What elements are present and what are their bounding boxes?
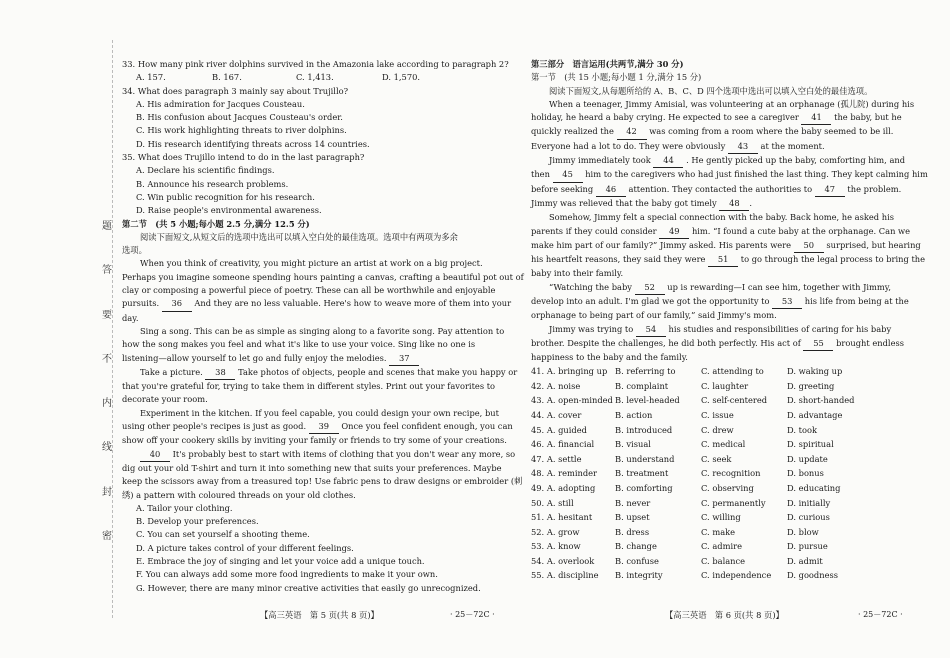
text: at the moment. xyxy=(760,140,825,151)
answer-option: B. confuse xyxy=(615,555,659,566)
left-page-footer: 【高三英语 第 5 页(共 8 页)】 xyxy=(260,610,379,620)
passage-line: Somehow, Jimmy felt a special connection with the baby. Back home, he asked his xyxy=(549,212,894,223)
passage-line: orphanage to being part of our family,” said Jimmy's mom. xyxy=(531,310,777,321)
answer-option: B. treatment xyxy=(615,468,669,479)
answer-option: D. waking up xyxy=(787,366,843,377)
binding-margin xyxy=(98,222,116,542)
answer-row xyxy=(531,452,855,467)
answer-option: D. update xyxy=(787,453,828,464)
answer-option: D. goodness xyxy=(787,570,839,581)
passage-line: dig out your old T-shirt and turn it into something new that suits your preferences. Maybe xyxy=(122,462,502,473)
blank-46: 46 xyxy=(596,183,626,197)
text: Take a picture. xyxy=(140,366,203,377)
answer-option: 50. A. still xyxy=(531,497,574,508)
answer-row xyxy=(531,438,855,453)
answer-option: D. bonus xyxy=(787,468,824,479)
margin-char: 密 xyxy=(102,530,112,542)
answer-option: B. upset xyxy=(615,512,650,523)
answer-option: C. seek xyxy=(701,453,732,464)
answer-row xyxy=(531,408,855,423)
text: Jimmy was trying to xyxy=(549,323,634,334)
answer-option: C. recognition xyxy=(701,468,761,479)
blank-44: 44 xyxy=(653,154,683,168)
passage-line: clay or composing a powerful piece of poetry. These can all be worthwhile and enjoyable xyxy=(122,285,496,296)
answer-option: 49. A. adopting xyxy=(531,482,596,493)
option: F. You can always add some more food ingredients to make it your own. xyxy=(136,569,438,580)
answer-option: C. drew xyxy=(701,424,734,435)
text: his studies and responsibilities of caring for his baby xyxy=(668,323,892,334)
passage-line xyxy=(122,297,512,311)
passage-line xyxy=(531,281,911,295)
text: listening—allow yourself to let go and fully enjoy the melodies. xyxy=(122,352,387,363)
text: brought endless xyxy=(836,337,905,348)
answer-row xyxy=(531,481,855,496)
answer-option: 51. A. hesitant xyxy=(531,512,593,523)
answer-option: 54. A. overlook xyxy=(531,555,595,566)
answer-option: C. willing xyxy=(701,512,741,523)
answer-option: C. self-centered xyxy=(701,395,768,406)
text: quickly realized the xyxy=(531,126,614,137)
answer-option: 53. A. know xyxy=(531,541,581,552)
text: attention. They contacted the authorities to xyxy=(628,183,813,194)
passage-line xyxy=(531,111,911,125)
answer-option: 44. A. cover xyxy=(531,409,582,420)
passage-line: happiness to the baby and the family. xyxy=(531,352,688,363)
answer-option: B. referring to xyxy=(615,366,676,377)
text: parents if they could consider xyxy=(531,225,657,236)
passage-line xyxy=(531,125,911,139)
section-1-heading: 第一节 (共 15 小题;每小题 1 分,满分 15 分) xyxy=(531,72,702,83)
answer-option: C. attending to xyxy=(701,366,764,377)
option: A. His admiration for Jacques Cousteau. xyxy=(136,98,305,109)
answer-row xyxy=(531,394,855,409)
text: up is rewarding—I can see him, together with Jimmy, xyxy=(667,281,892,292)
answer-option: C. balance xyxy=(701,555,746,566)
answer-row xyxy=(531,365,855,380)
text: . xyxy=(749,197,753,208)
blank-36: 36 xyxy=(162,297,192,311)
blank-52: 52 xyxy=(635,281,665,295)
text: surprised, but hearing xyxy=(826,239,921,250)
text: then xyxy=(531,169,550,180)
question-35-stem: 35. What does Trujillo intend to do in the last paragraph? xyxy=(122,152,365,163)
answer-option: D. blow xyxy=(787,526,819,537)
passage-line: baby into their family. xyxy=(531,268,624,279)
left-page xyxy=(122,58,524,595)
answer-row xyxy=(531,423,855,438)
answer-option: C. observing xyxy=(701,482,754,493)
answer-option: D. initially xyxy=(787,497,831,508)
margin-char: 封 xyxy=(102,486,112,498)
passage-line xyxy=(531,295,911,309)
blank-37: 37 xyxy=(389,352,419,366)
option: D. A picture takes control of your different feelings. xyxy=(136,542,354,553)
answer-option: C. admire xyxy=(701,541,742,552)
passage-line xyxy=(122,352,496,366)
answer-option: B. comforting xyxy=(615,482,673,493)
blank-40: 40 xyxy=(140,448,170,462)
text: Jimmy immediately took xyxy=(549,155,651,166)
margin-char: 不 xyxy=(102,353,112,365)
section-1-instruction: 阅读下面短文,从每题所给的 A、B、C、D 四个选项中选出可以填入空白处的最佳选项。 xyxy=(549,85,873,96)
passage-line: Sing a song. This can be as simple as singing along to a favorite song. Pay attention to xyxy=(140,325,505,336)
part-3-heading: 第三部分 语言运用(共两节,满分 30 分) xyxy=(531,59,684,69)
answer-option: C. make xyxy=(701,526,736,537)
text: Take photos of objects, people and scenes that make you happy or xyxy=(238,366,518,377)
answer-option: B. change xyxy=(615,541,657,552)
answer-row xyxy=(531,496,855,511)
answer-option: D. spiritual xyxy=(787,439,834,450)
option: D. Raise people's environmental awareness. xyxy=(136,205,322,216)
text: “Watching the baby xyxy=(549,281,632,292)
text: holiday, he heard a baby crying. He expected to see a caregiver xyxy=(531,112,799,123)
answer-option: 46. A. financial xyxy=(531,439,595,450)
answer-option: 47. A. settle xyxy=(531,453,582,464)
answer-option: 42. A. noise xyxy=(531,380,581,391)
text: Once you feel confident enough, you can xyxy=(341,421,513,432)
passage-line: that you're grateful for, trying to take them in different styles. Print out your favorites to xyxy=(122,381,496,392)
passage-line: Perhaps you imagine someone spending hours painting a canvas, crafting a beautiful pot out of xyxy=(122,271,524,282)
answer-option: B. never xyxy=(615,497,651,508)
passage-line xyxy=(531,337,911,351)
option: E. Embrace the joy of singing and let your voice add a unique touch. xyxy=(136,555,425,566)
blank-51: 51 xyxy=(708,253,738,267)
answer-option: 43. A. open-minded xyxy=(531,395,613,406)
option: D. 1,570. xyxy=(382,72,421,83)
answer-row xyxy=(531,510,855,525)
text: brother. Despite the challenges, he did both perfectly. His act of xyxy=(531,337,801,348)
answer-row xyxy=(531,540,855,555)
passage-line: day. xyxy=(122,312,139,323)
answer-option: B. integrity xyxy=(615,570,663,581)
left-page-code: · 25－72C · xyxy=(450,610,495,619)
passage-line xyxy=(531,239,921,253)
passage-line xyxy=(531,323,911,337)
margin-char: 要 xyxy=(102,309,112,321)
text: him. “I found a cute baby at the orphanage. Can we xyxy=(691,225,911,236)
blank-55: 55 xyxy=(803,337,833,351)
passage-line: When you think of creativity, you might picture an artist at work on a big project. xyxy=(140,258,483,269)
passage-line: Experiment in the kitchen. If you feel capable, you could design your own recipe, but xyxy=(140,407,499,418)
answer-option: C. laughter xyxy=(701,380,749,391)
option: C. You can set yourself a shooting theme. xyxy=(136,529,310,540)
text: make him part of our family?” Jimmy asked. His parents were xyxy=(531,239,792,250)
answer-option: D. admit xyxy=(787,555,823,566)
passage-line: keep the scissors away from a treasured top! Use fabric pens to draw designs or embroider (刺 xyxy=(122,476,523,487)
option: C. 1,413. xyxy=(296,72,334,83)
margin-char: 答 xyxy=(102,265,112,277)
answer-option: C. issue xyxy=(701,409,734,420)
answer-option: B. understand xyxy=(615,453,675,464)
answer-option: D. greeting xyxy=(787,380,835,391)
passage-line xyxy=(122,448,516,462)
question-34-stem: 34. What does paragraph 3 mainly say about Trujillo? xyxy=(122,85,349,96)
text: his life from being at the xyxy=(804,296,909,307)
option: A. Tailor your clothing. xyxy=(136,502,233,513)
blank-43: 43 xyxy=(728,140,758,154)
passage-line: decorate your room. xyxy=(122,394,208,405)
answer-row xyxy=(531,569,855,584)
passage-line: show off your cookery skills by inviting your family or friends to try some of your creations. xyxy=(122,435,507,446)
text: the baby, but he xyxy=(834,112,902,123)
text: pursuits. xyxy=(122,298,160,309)
blank-48: 48 xyxy=(719,197,749,211)
option: C. His work highlighting threats to river dolphins. xyxy=(136,125,347,136)
section-2-instruction: 阅读下面短文,从短文后的选项中选出可以填入空白处的最佳选项。选项中有两项为多余 xyxy=(140,231,458,242)
passage-line: how the song makes you feel and what it's like to use your voice. Sing like no one is xyxy=(122,339,476,350)
answer-row xyxy=(531,467,855,482)
text: before seeking xyxy=(531,183,594,194)
text: Jimmy was relieved that the baby got timely xyxy=(531,197,717,208)
option: B. Develop your preferences. xyxy=(136,516,259,527)
section-2-heading: 第二节 (共 5 小题;每小题 2.5 分,满分 12.5 分) xyxy=(122,218,310,229)
passage-line: When a teenager, Jimmy Amisial, was volunteering at an orphanage (孤儿院) during his xyxy=(549,98,915,109)
text: And they are no less valuable. Here's how to weave more of them into your xyxy=(194,298,512,309)
answer-option: C. independence xyxy=(701,570,772,581)
answer-option: D. pursue xyxy=(787,541,828,552)
answer-option: D. took xyxy=(787,424,817,435)
answer-option: D. advantage xyxy=(787,409,843,420)
passage-line xyxy=(531,154,911,168)
answer-option: B. visual xyxy=(615,439,651,450)
text: to go through the legal process to bring the xyxy=(740,254,926,265)
answer-option: D. curious xyxy=(787,512,830,523)
answer-option: C. medical xyxy=(701,439,746,450)
blank-41: 41 xyxy=(801,111,831,125)
passage-line xyxy=(531,225,911,239)
passage-line xyxy=(531,140,911,154)
answer-option: D. educating xyxy=(787,482,841,493)
right-page xyxy=(531,58,928,583)
answer-option: C. permanently xyxy=(701,497,766,508)
blank-42: 42 xyxy=(617,125,647,139)
margin-char: 题 xyxy=(102,221,112,232)
right-page-code: · 25－72C · xyxy=(858,610,903,619)
blank-53: 53 xyxy=(772,295,802,309)
text: his heartfelt reasons, they said they were xyxy=(531,254,706,265)
answer-option: 55. A. discipline xyxy=(531,570,599,581)
answer-option: B. level-headed xyxy=(615,395,680,406)
blank-45: 45 xyxy=(553,168,583,182)
text: . He gently picked up the baby, comforting him, and xyxy=(686,155,906,166)
answer-row xyxy=(531,525,855,540)
blank-50: 50 xyxy=(794,239,824,253)
right-page-footer: 【高三英语 第 6 页(共 8 页)】 xyxy=(665,610,784,620)
margin-char: 线 xyxy=(102,442,112,454)
text: develop into an adult. I'm glad we got the opportunity to xyxy=(531,296,770,307)
option: A. Declare his scientific findings. xyxy=(136,165,275,176)
answer-option: B. introduced xyxy=(615,424,673,435)
passage-line xyxy=(531,197,911,211)
section-2-instruction-cont: 选项。 xyxy=(122,245,147,256)
blank-49: 49 xyxy=(659,225,689,239)
passage-line xyxy=(122,366,518,380)
answer-option: B. action xyxy=(615,409,653,420)
answer-row xyxy=(531,554,855,569)
option: G. However, there are many minor creative activities that easily go unrecognized. xyxy=(136,582,481,593)
question-33-options xyxy=(122,71,496,84)
text: him to the caregivers who had just finished the last thing. They kept calming him xyxy=(585,169,928,180)
question-33-stem: 33. How many pink river dolphins survived in the Amazonia lake according to paragraph 2? xyxy=(122,59,509,69)
answer-option: D. short-handed xyxy=(787,395,855,406)
option: A. 157. xyxy=(136,72,166,83)
option: D. His research identifying threats across 14 countries. xyxy=(136,138,370,149)
text: was coming from a room where the baby seemed to be ill. xyxy=(649,126,894,137)
option: B. 167. xyxy=(212,72,242,83)
option: B. His confusion about Jacques Cousteau's order. xyxy=(136,112,343,123)
passage-line xyxy=(531,253,926,267)
passage-line: 绣) a pattern with coloured threads on your old clothes. xyxy=(122,489,356,500)
answer-option: 41. A. bringing up xyxy=(531,366,608,377)
answer-option: 45. A. guided xyxy=(531,424,587,435)
margin-char: 内 xyxy=(102,398,112,410)
blank-47: 47 xyxy=(815,183,845,197)
answer-row xyxy=(531,379,855,394)
passage-line xyxy=(531,168,928,182)
blank-54: 54 xyxy=(636,323,666,337)
answer-options-table xyxy=(531,365,855,584)
blank-38: 38 xyxy=(205,366,235,380)
answer-option: B. complaint xyxy=(615,380,669,391)
answer-option: 48. A. reminder xyxy=(531,468,598,479)
text: using other people's recipes is just as good. xyxy=(122,421,307,432)
text: Everyone had a lot to do. They were obviously xyxy=(531,140,726,151)
answer-option: 52. A. grow xyxy=(531,526,580,537)
blank-39: 39 xyxy=(309,420,339,434)
passage-line xyxy=(531,183,911,197)
option: C. Win public recognition for his research. xyxy=(136,191,315,202)
answer-option: B. dress xyxy=(615,526,650,537)
text: the problem. xyxy=(847,183,902,194)
passage-line xyxy=(122,420,513,434)
text: It's probably best to start with items of clothing that you don't wear any more, so xyxy=(172,448,516,459)
option: B. Announce his research problems. xyxy=(136,178,289,189)
